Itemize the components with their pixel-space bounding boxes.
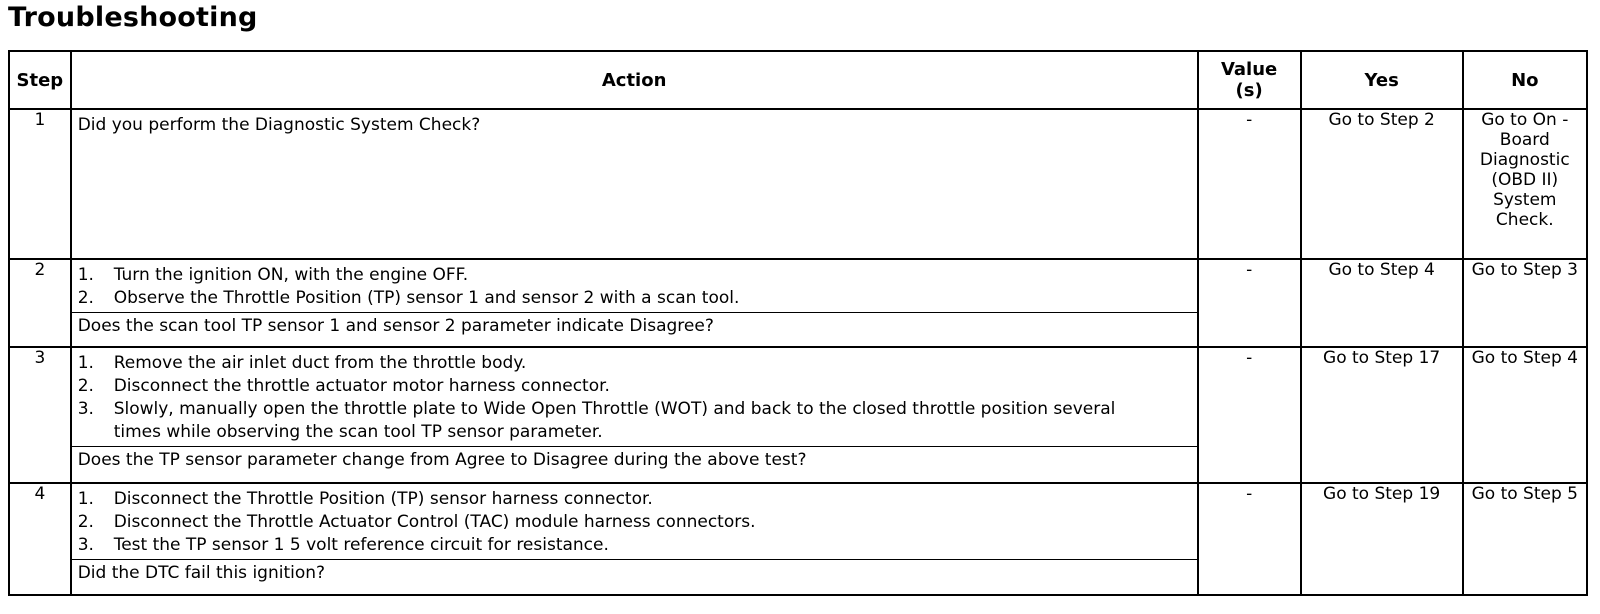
action-cell <box>71 109 1198 259</box>
question-text: Does the scan tool TP sensor 1 and sensor 2 parameter indicate Disagree? <box>72 312 1197 340</box>
procedure-text: Disconnect the Throttle Position (TP) sensor harness connector. <box>113 489 653 509</box>
yes-cell: Go to Step 19 <box>1301 483 1463 595</box>
action-cell <box>71 347 1198 483</box>
table-row <box>9 109 1587 259</box>
header-value-label: Value (s) <box>1220 59 1278 101</box>
procedure-item <box>78 352 1193 375</box>
procedure-text: Observe the Throttle Position (TP) sensor 1 and sensor 2 with a scan tool. <box>113 288 740 308</box>
header-no: No <box>1463 51 1587 109</box>
no-cell <box>1463 347 1587 483</box>
procedure-text: Remove the air inlet duct from the throttle body. <box>113 353 527 373</box>
value-cell: - <box>1198 347 1301 483</box>
procedure-number: 3. <box>77 535 94 555</box>
table-header-row <box>9 51 1587 109</box>
procedure-list <box>72 260 1197 312</box>
procedure-text: Test the TP sensor 1 5 volt reference circuit for resistance. <box>113 535 609 555</box>
procedure-number: 1. <box>77 489 94 509</box>
header-value <box>1198 51 1301 109</box>
procedure-item <box>78 511 1193 534</box>
value-cell: - <box>1198 483 1301 595</box>
procedure-text: Disconnect the Throttle Actuator Control (TAC) module harness connectors. <box>113 512 756 532</box>
procedure-number: 2. <box>77 288 94 308</box>
procedure-list <box>72 348 1197 446</box>
procedure-item <box>78 488 1193 511</box>
procedure-list <box>72 484 1197 559</box>
step-cell: 2 <box>9 259 71 347</box>
no-cell <box>1463 483 1587 595</box>
action-cell <box>71 259 1198 347</box>
procedure-number: 1. <box>77 265 94 285</box>
table-row <box>9 259 1587 347</box>
no-cell <box>1463 109 1587 259</box>
procedure-item <box>78 264 1193 287</box>
procedure-number: 2. <box>77 512 94 532</box>
question-text: Does the TP sensor parameter change from Agree to Disagree during the above test? <box>72 446 1197 474</box>
value-cell: - <box>1198 259 1301 347</box>
yes-cell: Go to Step 4 <box>1301 259 1463 347</box>
procedure-number: 2. <box>77 376 94 396</box>
procedure-item <box>78 287 1193 310</box>
procedure-item <box>78 398 1193 444</box>
table-row <box>9 483 1587 595</box>
no-text: Go to Step 4 <box>1471 348 1578 368</box>
header-step: Step <box>9 51 71 109</box>
header-yes: Yes <box>1301 51 1463 109</box>
no-text: Go to On -Board Diagnostic (OBD II) System Check. <box>1479 110 1570 230</box>
question-text: Did you perform the Diagnostic System Check? <box>77 115 481 135</box>
value-cell: - <box>1198 109 1301 259</box>
step-cell: 1 <box>9 109 71 259</box>
procedure-number: 1. <box>77 353 94 373</box>
procedure-item <box>78 375 1193 398</box>
procedure-text: Disconnect the throttle actuator motor harness connector. <box>113 376 610 396</box>
header-action: Action <box>71 51 1198 109</box>
step-cell: 3 <box>9 347 71 483</box>
question-text: Did the DTC fail this ignition? <box>72 559 1197 587</box>
no-text: Go to Step 3 <box>1471 260 1578 280</box>
yes-cell: Go to Step 2 <box>1301 109 1463 259</box>
yes-cell: Go to Step 17 <box>1301 347 1463 483</box>
procedure-text: Turn the ignition ON, with the engine OFF. <box>113 265 469 285</box>
action-cell <box>71 483 1198 595</box>
troubleshooting-table <box>8 50 1588 596</box>
table-row <box>9 347 1587 483</box>
no-cell <box>1463 259 1587 347</box>
procedure-text: Slowly, manually open the throttle plate to Wide Open Throttle (WOT) and back to the closed throttle position several times while observing the scan tool TP sensor parameter. <box>113 399 1116 442</box>
page-title: Troubleshooting <box>8 2 258 33</box>
procedure-item <box>78 534 1193 557</box>
no-text: Go to Step 5 <box>1471 484 1578 504</box>
step-cell: 4 <box>9 483 71 595</box>
procedure-number: 3. <box>77 399 94 419</box>
